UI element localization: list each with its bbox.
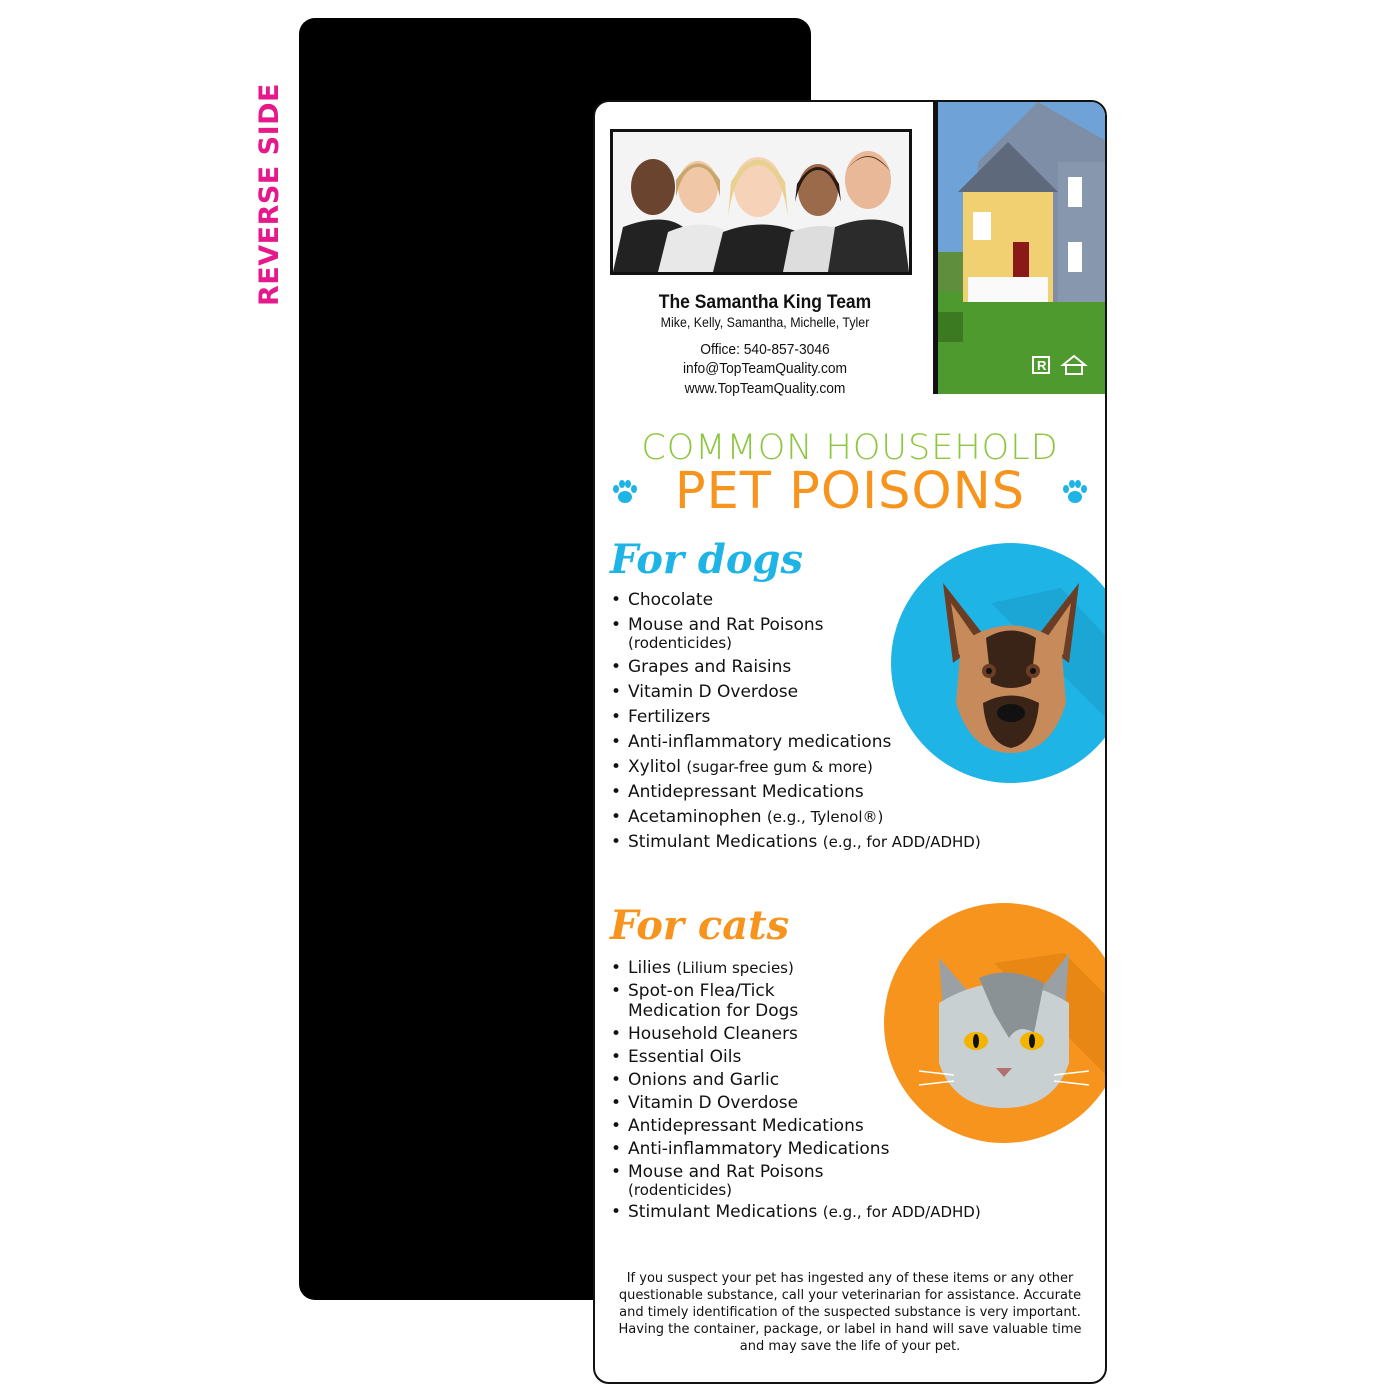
team-photo [610,129,912,275]
office-phone: Office: 540-857-3046 [700,341,830,358]
svg-text:R: R [1037,358,1047,373]
cats-section-title: For cats [610,902,790,949]
team-members: Mike, Kelly, Samantha, Michelle, Tyler [660,315,870,330]
list-item [611,590,981,610]
list-item-text: Stimulant Medications [628,1202,818,1222]
list-item-note: (e.g., for ADD/ADHD) [822,1203,981,1221]
list-item [611,732,981,752]
list-item [611,757,981,777]
list-item [611,1093,981,1113]
headline-line2: PET POISONS [674,462,1026,521]
list-item [611,707,981,727]
list-item-text: Mouse and Rat Poisons [628,1162,824,1182]
list-item [611,807,981,827]
list-item-text: Anti-inflammatory Medications [628,1139,890,1159]
list-item [611,1162,981,1199]
list-item-text: Antidepressant Medications [628,1116,864,1136]
list-item [611,782,981,802]
list-item-text: Spot-on Flea/Tick [628,981,775,1001]
list-item-text: Anti-inflammatory medications [628,732,892,752]
list-item-text: Household Cleaners [628,1024,798,1044]
paw-print-icon [610,477,640,507]
list-item [611,832,981,852]
list-item [611,958,981,978]
email-link[interactable]: info@TopTeamQuality.com [682,360,848,377]
list-item-text: Chocolate [628,590,714,610]
list-item [611,657,981,677]
website-link[interactable]: www.TopTeamQuality.com [684,380,846,397]
list-item [611,1024,981,1044]
headline-line1: COMMON HOUSEHOLD [641,428,1059,468]
list-item [611,981,981,1021]
dogs-section-title: For dogs [610,536,804,583]
list-item-text: Mouse and Rat Poisons [628,615,824,635]
list-item-text: Antidepressant Medications [628,782,864,802]
team-name: The Samantha King Team [658,292,872,313]
dogs-poison-list [611,590,981,857]
list-item-text: Onions and Garlic [628,1070,780,1090]
list-item-subtext: (rodenticides) [628,1181,733,1199]
list-item-subtext: (rodenticides) [628,634,733,652]
list-item [611,1202,981,1222]
list-item-text: Lilies [628,958,671,978]
paw-print-icon [1060,477,1090,507]
list-item-text: Grapes and Raisins [628,657,792,677]
list-item-text: Vitamin D Overdose [628,1093,799,1113]
list-item-note: (e.g., for ADD/ADHD) [822,833,981,851]
list-item-text: Xylitol [628,757,681,777]
list-item-text: Essential Oils [628,1047,742,1067]
list-item [611,615,981,652]
disclaimer-text: If you suspect your pet has ingested any of these items or any other questionable substance, call your veterinarian for assistance. Accurate and timely identification of the suspected substance is very important. Having the container, package, or label in hand will save valuable time and may save the life of your pet. [618,1271,1082,1354]
list-item-text: Acetaminophen [628,807,762,827]
list-item [611,1116,981,1136]
list-item-text: Vitamin D Overdose [628,682,799,702]
list-item [611,682,981,702]
list-item-text: Fertilizers [628,707,711,727]
list-item [611,1139,981,1159]
list-item-note: (sugar-free gum & more) [686,758,873,776]
list-item [611,1047,981,1067]
house-photo [938,102,1107,394]
reverse-side-label: REVERSE SIDE [254,82,285,306]
list-item [611,1070,981,1090]
list-item-text: Stimulant Medications [628,832,818,852]
list-item-subtext: Medication for Dogs [628,1001,799,1021]
list-item-note: (e.g., Tylenol®) [766,808,884,826]
cats-poison-list [611,958,981,1225]
magnet-front-side [593,100,1107,1384]
list-item-note: (Lilium species) [676,959,794,977]
